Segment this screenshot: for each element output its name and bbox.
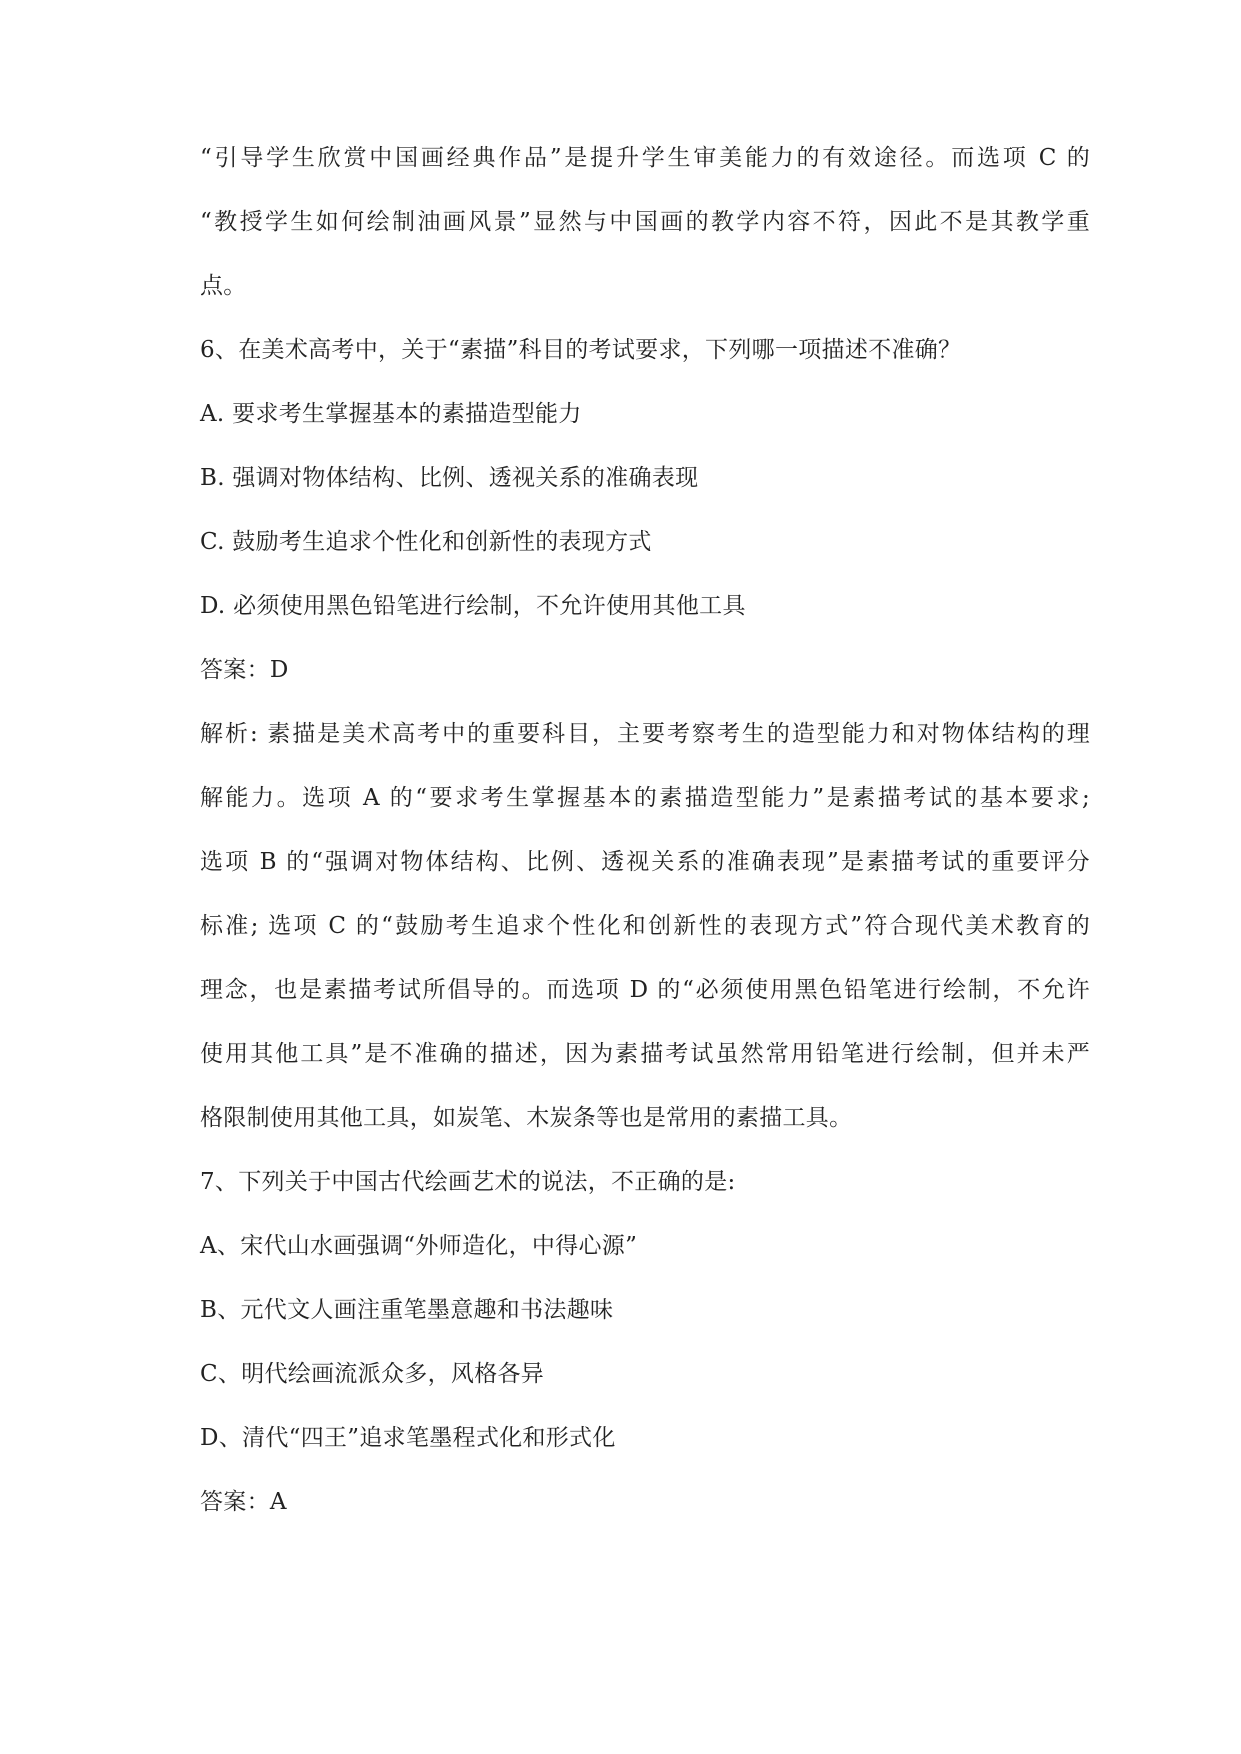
- question-7-option-d: D、清代“四王”追求笔墨程式化和形式化: [200, 1425, 616, 1451]
- question-6-option-a: A. 要求考生掌握基本的素描造型能力: [200, 401, 582, 427]
- question-6-analysis-line: 标准; 选项 C 的“鼓励考生追求个性化和创新性的表现方式”符合现代美术教育的: [200, 913, 1090, 939]
- question-6-option-d: D. 必须使用黑色铅笔进行绘制，不允许使用其他工具: [200, 593, 746, 619]
- question-6-analysis-line: 解能力。选项 A 的“要求考生掌握基本的素描造型能力”是素描考试的基本要求;: [200, 785, 1090, 811]
- paragraph-line: “教授学生如何绘制油画风景”显然与中国画的教学内容不符，因此不是其教学重: [200, 209, 1090, 235]
- question-6-option-c: C. 鼓励考生追求个性化和创新性的表现方式: [200, 529, 652, 555]
- question-6-analysis-line: 理念，也是素描考试所倡导的。而选项 D 的“必须使用黑色铅笔进行绘制，不允许: [200, 977, 1090, 1003]
- question-6-analysis-line: 解析: 素描是美术高考中的重要科目，主要考察考生的造型能力和对物体结构的理: [200, 721, 1090, 747]
- question-6-analysis-line: 使用其他工具”是不准确的描述，因为素描考试虽然常用铅笔进行绘制，但并未严: [200, 1041, 1090, 1067]
- question-7-answer: 答案：A: [200, 1489, 287, 1515]
- document-body: [200, 142, 1090, 1550]
- question-6-analysis-line: 格限制使用其他工具，如炭笔、木炭条等也是常用的素描工具。: [200, 1105, 853, 1131]
- question-6-answer: 答案：D: [200, 657, 289, 683]
- paragraph-line: 点。: [200, 273, 247, 299]
- question-7-option-b: B、元代文人画注重笔墨意趣和书法趣味: [200, 1297, 614, 1323]
- paragraph-line: “引导学生欣赏中国画经典作品”是提升学生审美能力的有效途径。而选项 C 的: [200, 145, 1090, 171]
- question-6-analysis-line: 选项 B 的“强调对物体结构、比例、透视关系的准确表现”是素描考试的重要评分: [200, 849, 1090, 875]
- question-6-stem: 6、在美术高考中，关于“素描”科目的考试要求，下列哪一项描述不准确？: [200, 337, 962, 363]
- question-6-option-b: B. 强调对物体结构、比例、透视关系的准确表现: [200, 465, 699, 491]
- question-7-stem: 7、下列关于中国古代绘画艺术的说法，不正确的是:: [200, 1169, 736, 1195]
- question-7-option-a: A、宋代山水画强调“外师造化，中得心源”: [200, 1233, 638, 1259]
- question-7-option-c: C、明代绘画流派众多，风格各异: [200, 1361, 545, 1387]
